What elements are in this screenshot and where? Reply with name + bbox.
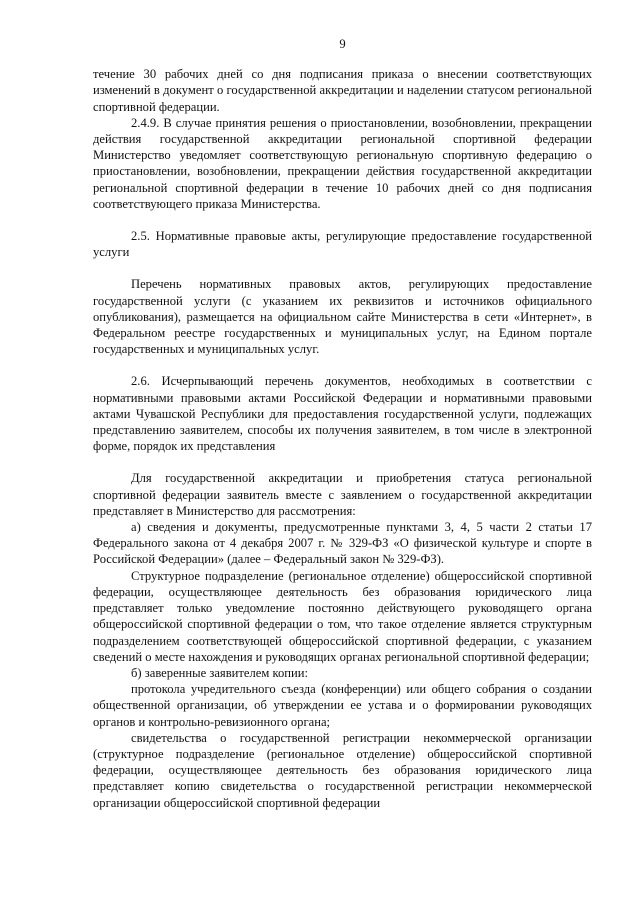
- paragraph-structural-subdivision: Структурное подразделение (региональное отделение) общероссийской спортивной федерации, осуществляющее деятельность без образования юридического лица представляет только уведомление постоянно действующего руководящего органа общероссийской спортивной федерации о том, что такое отделение является структурным подразделением соответствующей общероссийской спортивной федерации, с указанием сведений о месте нахождения и руководящих органах региональной спортивной федерации;: [93, 568, 592, 664]
- list-item-b: б) заверенные заявителем копии:: [131, 665, 308, 680]
- section-heading-2-6: 2.6. Исчерпывающий перечень документов, необходимых в соответствии с нормативными правовыми актами Российской Федерации и нормативными правовыми актами Чувашской Республики для предоставления государственной услуги, подлежащих представлению заявителем, способы их получения заявителем, в том числе в электронной форме, порядок их представления: [93, 374, 592, 454]
- paragraph-certificate: свидетельства о государственной регистрации некоммерческой организации (структурное подразделение (региональное отделение) общероссийской спортивной федерации, осуществляющее деятельность без образования юридического лица представляет копию свидетельства о государственной регистрации некоммерческой организации общероссийской спортивной федерации: [93, 730, 592, 810]
- section-heading-2-5: 2.5. Нормативные правовые акты, регулирующие предоставление государственной услуги: [93, 229, 592, 260]
- paragraph-protocol: протокола учредительного съезда (конференции) или общего собрания о создании общественной организации, об утверждении ее устава и о формировании руководящих органов и контрольно-ревизионного органа;: [93, 682, 592, 729]
- paragraph-legal-acts-list: Перечень нормативных правовых актов, регулирующих предоставление государственной услуги (с указанием их реквизитов и источников официального опубликования), размещается на официальном сайте Министерства в сети «Интернет», в Федеральном реестре государственных и муниципальных услуг, на Едином портале государственных и муниципальных услуг.: [93, 277, 592, 357]
- paragraph-2-4-9: 2.4.9. В случае принятия решения о приостановлении, возобновлении, прекращении действия государственной аккредитации региональной спортивной федерации Министерство уведомляет соответствующую региональную спортивную федерацию о приостановлении, возобновлении, прекращении действия государственной аккредитации региональной спортивной федерации в течение 10 рабочих дней со дня подписания соответствующего приказа Министерства.: [93, 115, 592, 211]
- paragraph-accreditation-intro: Для государственной аккредитации и приобретения статуса региональной спортивной федерации заявитель вместе с заявлением о государственной аккредитации представляет в Министерство для рассмотрения:: [93, 471, 592, 518]
- paragraph-continuation: течение 30 рабочих дней со дня подписания приказа о внесении соответствующих изменений в документ о государственной аккредитации и наделении статусом региональной спортивной федерации.: [93, 67, 592, 114]
- list-item-a: а) сведения и документы, предусмотренные пунктами 3, 4, 5 части 2 статьи 17 Федерального закона от 4 декабря 2007 г. № 329-ФЗ «О физической культуре и спорте в Российской Федерации» (далее – Федеральный закон № 329-ФЗ).: [93, 520, 592, 567]
- page-number: 9: [339, 37, 346, 51]
